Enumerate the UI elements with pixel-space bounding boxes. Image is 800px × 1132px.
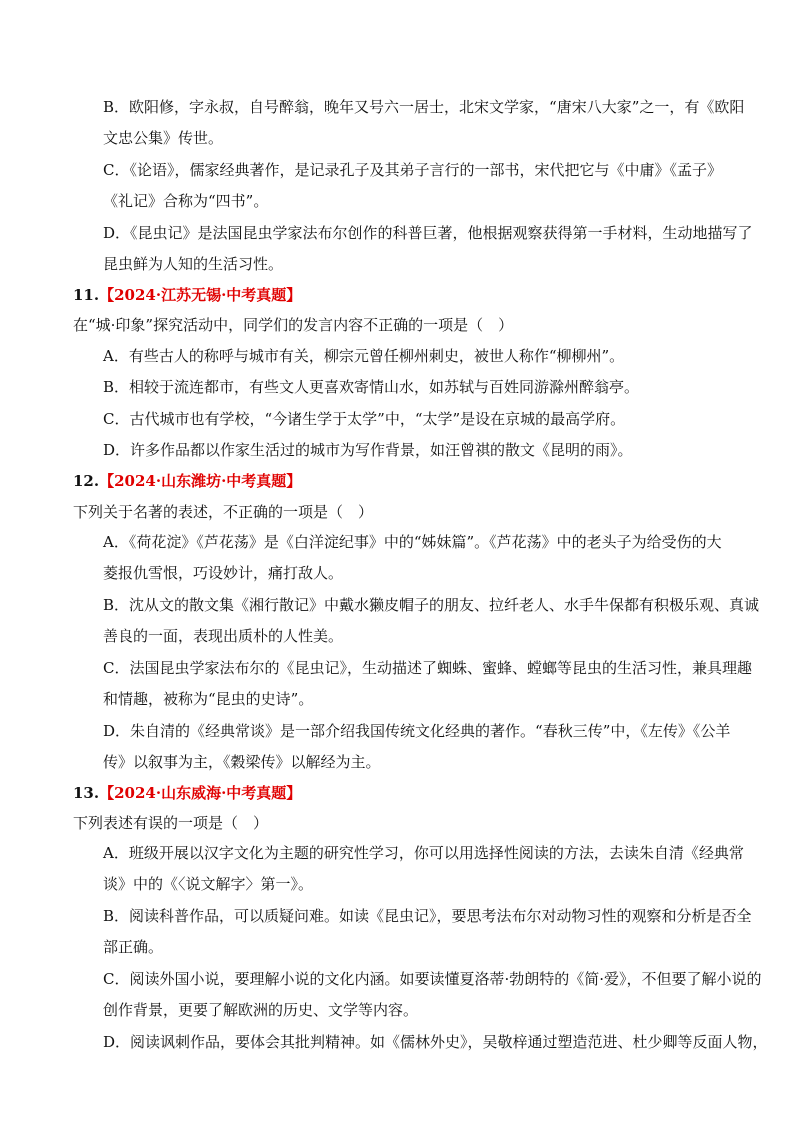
option-line: D．许多作品都以作家生活过的城市为写作背景，如汪曾祺的散文《昆明的雨》。	[103, 441, 633, 459]
option-line: 善良的一面，表现出质朴的人性美。	[103, 627, 344, 645]
option-line: 创作背景，更要了解欧洲的历史、文学等内容。	[103, 1001, 419, 1019]
option-line: 部正确。	[103, 938, 164, 956]
option-line: B．相较于流连都市，有些文人更喜欢寄情山水，如苏轼与百姓同游滁州醉翁亭。	[103, 378, 640, 396]
option-line: 菱报仇雪恨，巧设妙计，痛打敌人。	[103, 564, 344, 582]
question-stem: 下列表述有误的一项是（ ）	[73, 814, 269, 832]
option-line: B．阅读科普作品，可以质疑问难。如读《昆虫记》，要思考法布尔对动物习性的观察和分析是否全	[103, 907, 752, 925]
question-source: 【2024·山东潍坊·中考真题】	[99, 472, 302, 490]
option-line: C．阅读外国小说，要理解小说的文化内涵。如要读懂夏洛蒂·勃朗特的《简·爱》，不但要了解小说的	[103, 970, 762, 988]
option-line: 和情趣，被称为“昆虫的史诗”。	[103, 690, 314, 708]
option-line: 文忠公集》传世。	[103, 129, 224, 147]
option-line: C．法国昆虫学家法布尔的《昆虫记》，生动描述了蜘蛛、蜜蜂、螳螂等昆虫的生活习性，兼具理趣	[103, 659, 752, 677]
option-line: A．有些古人的称呼与城市有关，柳宗元曾任柳州刺史，被世人称作“柳柳州”。	[103, 347, 625, 365]
option-line: C．古代城市也有学校，“今诸生学于太学”中，“太学”是设在京城的最高学府。	[103, 410, 626, 428]
question-header	[73, 471, 301, 491]
question-number: 12.	[73, 472, 100, 490]
option-line: A．班级开展以汉字文化为主题的研究性学习，你可以用选择性阅读的方法，去读朱自清《经典常	[103, 844, 744, 862]
question-source: 【2024·江苏无锡·中考真题】	[99, 286, 302, 304]
option-line: B．欧阳修，字永叔，自号醉翁，晚年又号六一居士，北宋文学家，“唐宋八大家”之一，有《欧阳	[103, 98, 745, 116]
question-header	[73, 285, 301, 305]
option-line: 传》以叙事为主，《穀梁传》以解经为主。	[103, 753, 381, 771]
question-number: 13.	[73, 784, 100, 802]
question-source: 【2024·山东威海·中考真题】	[99, 784, 302, 802]
option-line: 昆虫鲜为人知的生活习性。	[103, 255, 284, 273]
question-number: 11.	[73, 286, 100, 304]
option-line: B．沈从文的散文集《湘行散记》中戴水獭皮帽子的朋友、拉纤老人、水手牛保都有积极乐观、真诚	[103, 596, 760, 614]
option-line: C．《论语》，儒家经典著作，是记录孔子及其弟子言行的一部书，宋代把它与《中庸》《孟子》	[103, 161, 722, 179]
question-header	[73, 783, 301, 803]
option-line: 《礼记》合称为“四书”。	[103, 192, 269, 210]
option-line: D．《昆虫记》是法国昆虫学家法布尔创作的科普巨著，他根据观察获得第一手材料，生动地描写了	[103, 224, 753, 242]
option-line: D．朱自清的《经典常谈》是一部介绍我国传统文化经典的著作。“春秋三传”中，《左传》《公羊	[103, 722, 731, 740]
question-stem: 下列关于名著的表述，不正确的一项是（ ）	[73, 503, 374, 521]
question-stem: 在“城·印象”探究活动中，同学们的发言内容不正确的一项是（ ）	[73, 316, 514, 334]
option-line: A．《荷花淀》《芦花荡》是《白洋淀纪事》中的“姊妹篇”。《芦花荡》中的老头子为给受伤的大	[103, 533, 722, 551]
option-line: D．阅读讽刺作品，要体会其批判精神。如《儒林外史》，吴敬梓通过塑造范进、杜少卿等反面人物，	[103, 1033, 768, 1051]
option-line: 谈》中的《〈说文解字〉第一》。	[103, 875, 314, 893]
